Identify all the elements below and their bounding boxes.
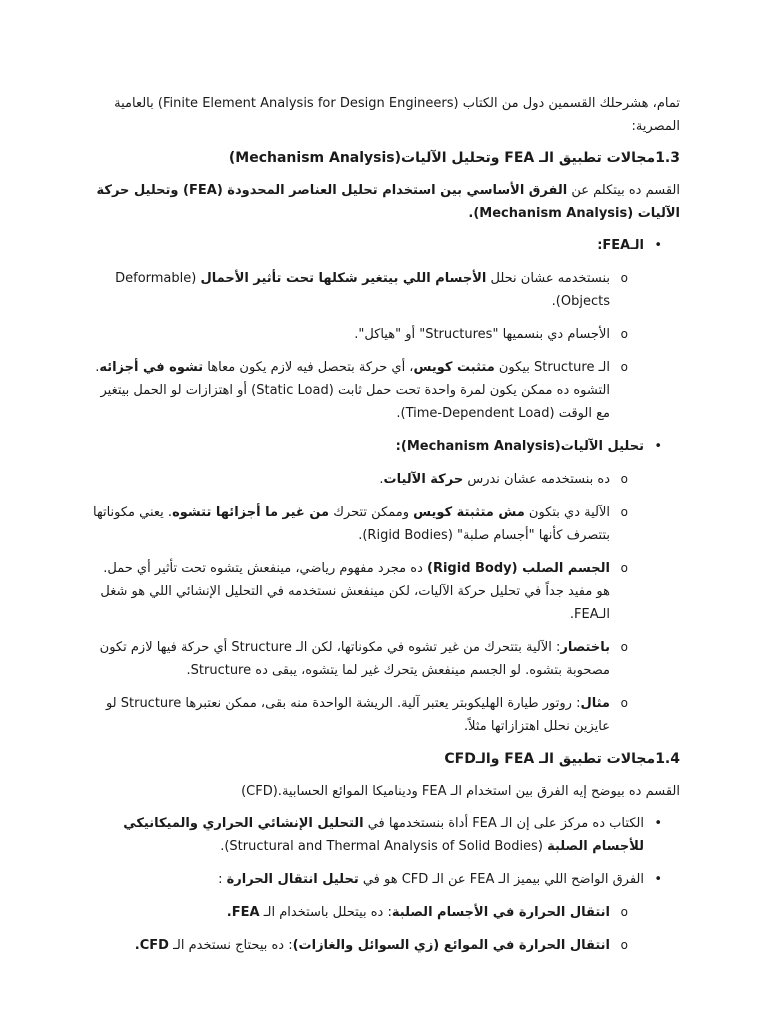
fea-item-3-bold: متثبت كويس	[413, 360, 495, 375]
cfd-item-1-text-2: (Structural and Thermal Analysis of Solid Bodies).	[220, 839, 548, 854]
intro-paragraph: تمام، هشرحلك القسمين دول من الكتاب (Finite Element Analysis for Design Engineers) بالعامية المصرية:	[114, 96, 680, 134]
section-1-3-list	[88, 234, 680, 738]
section-1-4-intro: القسم ده بيوضح إيه الفرق بين استخدام الـ FEA وديناميكا الموائع الحسابية.(CFD)	[241, 784, 680, 799]
mechanism-item-1-bold: حركة الآليات	[383, 472, 464, 487]
fea-item-1-text-2: (Deformable Objects).	[115, 271, 610, 309]
heat-fluids-tool: CFD.	[134, 938, 169, 953]
heat-solids-tool: FEA.	[226, 905, 260, 920]
mechanism-item-1-text: ده بنستخدمه عشان ندرس	[463, 472, 610, 487]
fea-item-2-text: الأجسام دي بنسميها "Structures" أو "هياكل".	[354, 327, 610, 342]
cfd-item-1	[88, 812, 680, 858]
section-1-4-list	[88, 812, 680, 957]
mechanism-item-2	[88, 501, 680, 547]
cfd-item-2-text-2: :	[218, 872, 227, 887]
mechanism-item-2-bold: مش متثبتة كويس	[413, 505, 525, 520]
mechanism-item-4-bold: باختصار	[560, 640, 610, 655]
mechanism-item-5-text: : روتور طيارة الهليكوبتر يعتبر آلية. الريشة الواحدة منه بقى، ممكن نعتبرها Structure لو عايزين نحلل اهتزازاتها مثلاً.	[105, 696, 610, 734]
fea-bullet	[88, 234, 680, 257]
heat-solids-bold: انتقال الحرارة في الأجسام الصلبة	[391, 905, 610, 920]
mechanism-item-3-text: ده مجرد مفهوم رياضي، مينفعش يتشوه تحت تأثير أي حمل. هو مفيد جداً في تحليل حركة الآليات، لكن مينفعش نستخدمه في التحليل الإنشائي اللي هو شغل الـFEA.	[100, 561, 610, 622]
cfd-item-2-bold: تحليل انتقال الحرارة	[226, 872, 359, 887]
cfd-item-1-bold: التحليل الإنشائي الحراري والميكانيكي للأجسام الصلبة	[123, 816, 644, 854]
section-1-3-intro-text: القسم ده بيتكلم عن	[567, 183, 680, 198]
heat-solids-item	[88, 901, 680, 924]
section-1-3-intro	[88, 179, 680, 225]
mechanism-item-5-bold: مثال	[580, 696, 610, 711]
mechanism-item-1-text-2: .	[379, 472, 384, 487]
mechanism-item-5	[88, 692, 680, 738]
fea-item-3-text: الـ Structure بيكون	[494, 360, 610, 375]
fea-label: الـFEA:	[597, 238, 644, 253]
mechanism-item-3	[88, 557, 680, 626]
heat-fluids-item	[88, 934, 680, 957]
mechanism-item-4	[88, 636, 680, 682]
mechanism-item-2-text-3: . يعني مكوناتها بتتصرف كأنها "أجسام صلبة" (Rigid Bodies).	[93, 505, 610, 543]
fea-item-3	[88, 356, 680, 425]
fea-item-3-text-2: ، أي حركة بتحصل فيه لازم يكون معاها	[203, 360, 414, 375]
fea-item-3-bold-2: تشوه في أجزائه	[99, 360, 204, 375]
fea-item-2	[88, 323, 680, 346]
fea-item-1-bold: الأجسام اللي بيتغير شكلها تحت تأثير الأحمال	[200, 271, 487, 286]
heat-solids-text: : ده بيتحلل باستخدام الـ	[259, 905, 392, 920]
mechanism-item-3-bold: الجسم الصلب (Rigid Body)	[427, 561, 610, 576]
mechanism-item-1	[88, 468, 680, 491]
mechanism-item-2-text: الآلية دي بتكون	[524, 505, 610, 520]
heat-fluids-bold: انتقال الحرارة في الموائع (زي السوائل والغازات)	[292, 938, 610, 953]
cfd-item-2-text: الفرق الواضح اللي بيميز الـ FEA عن الـ CFD هو في	[358, 872, 644, 887]
fea-item-1	[88, 267, 680, 313]
section-1-4-title: 1.4مجالات تطبيق الـ FEA والـCFD	[444, 751, 680, 767]
mechanism-bullet	[88, 435, 680, 458]
fea-item-1-text: بنستخدمه عشان نحلل	[486, 271, 610, 286]
mechanism-label: تحليل الآليات(Mechanism Analysis):	[395, 439, 644, 454]
cfd-item-1-text: الكتاب ده مركز على إن الـ FEA أداة بنستخدمها في	[363, 816, 644, 831]
cfd-item-2	[88, 868, 680, 891]
mechanism-item-2-bold-2: من غير ما أجزائها تتشوه	[172, 505, 330, 520]
mechanism-item-2-text-2: وممكن تتحرك	[329, 505, 414, 520]
mechanism-item-4-text: : الآلية بتتحرك من غير تشوه في مكوناتها، لكن الـ Structure أي حركة فيها لازم تكون مصحوبة بتشوه. لو الجسم مينفعش يتحرك غير لما يتشوه، يبقى ده Structure.	[99, 640, 610, 678]
heat-fluids-text: : ده بيحتاج نستخدم الـ	[168, 938, 293, 953]
section-1-3-title: 1.3مجالات تطبيق الـ FEA وتحليل الآليات(Mechanism Analysis)	[228, 150, 680, 166]
fea-item-3-text-3: . التشوه ده ممكن يكون لمرة واحدة تحت حمل ثابت (Static Load) أو اهتزازات لو الحمل بيتغير مع الوقت (Time-Dependent Load).	[95, 360, 610, 421]
section-1-3-intro-bold: الفرق الأساسي بين استخدام تحليل العناصر المحدودة (FEA) وتحليل حركة الآليات (Mechanism Analysis).	[96, 183, 680, 221]
